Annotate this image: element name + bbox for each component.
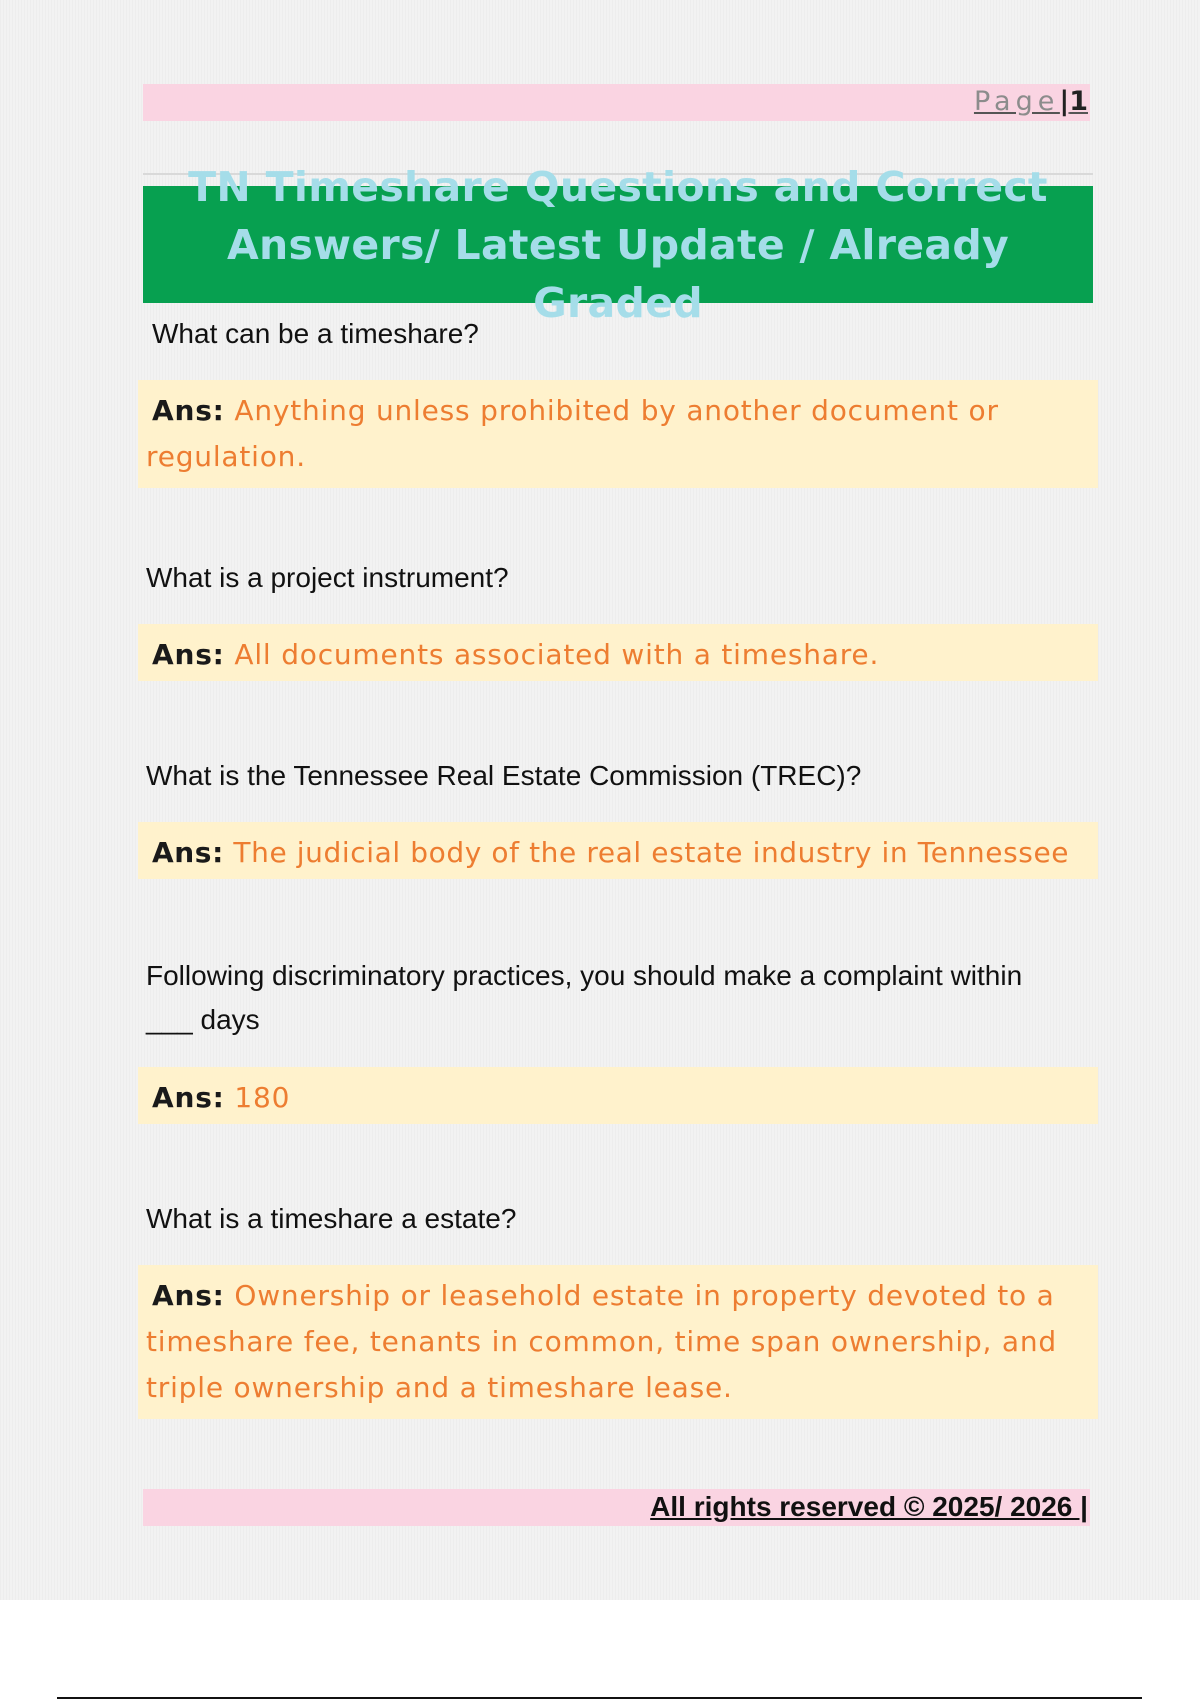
answer-2 bbox=[138, 624, 1098, 681]
page-number-label bbox=[974, 87, 1088, 117]
page-word: Page bbox=[973, 86, 1060, 117]
answer-5 bbox=[138, 1265, 1098, 1419]
document-title bbox=[143, 162, 1093, 327]
title-line-1: TN Timeshare Questions and Correct bbox=[188, 162, 1048, 211]
answer-3 bbox=[138, 822, 1098, 879]
answer-3-text: The judicial body of the real estate industry in Tennessee bbox=[233, 836, 1070, 869]
question-3: What is the Tennessee Real Estate Commission (TREC)? bbox=[146, 760, 862, 791]
question-4: Following discriminatory practices, you should make a complaint within ___ days bbox=[146, 960, 1023, 1035]
question-1: What can be a timeshare? bbox=[152, 318, 479, 349]
answer-4-text: 180 bbox=[234, 1081, 291, 1114]
page-number: 1 bbox=[1069, 86, 1088, 117]
page-footer bbox=[143, 1489, 1090, 1526]
answer-label: Ans: bbox=[152, 638, 225, 671]
answer-1-text: Anything unless prohibited by another document or regulation. bbox=[146, 394, 999, 473]
page-separator: | bbox=[1059, 86, 1070, 117]
answer-label: Ans: bbox=[152, 394, 225, 427]
question-5: What is a timeshare a estate? bbox=[146, 1203, 517, 1234]
answer-2-text: All documents associated with a timeshare. bbox=[234, 638, 880, 671]
answer-1 bbox=[138, 380, 1098, 488]
title-line-2: Answers/ Latest Update / Already Graded bbox=[226, 220, 1010, 327]
bottom-divider bbox=[57, 1697, 1142, 1699]
copyright-text: All rights reserved © 2025/ 2026 | bbox=[650, 1491, 1088, 1522]
answer-label: Ans: bbox=[152, 1081, 225, 1114]
answer-label: Ans: bbox=[152, 1279, 225, 1312]
answer-label: Ans: bbox=[152, 836, 224, 869]
answer-5-text: Ownership or leasehold estate in property devoted to a timeshare fee, tenants in common, time span ownership, and triple ownership and a timeshare lease. bbox=[146, 1279, 1057, 1404]
question-2: What is a project instrument? bbox=[146, 562, 509, 593]
answer-4 bbox=[138, 1067, 1098, 1124]
page-header bbox=[143, 84, 1090, 121]
